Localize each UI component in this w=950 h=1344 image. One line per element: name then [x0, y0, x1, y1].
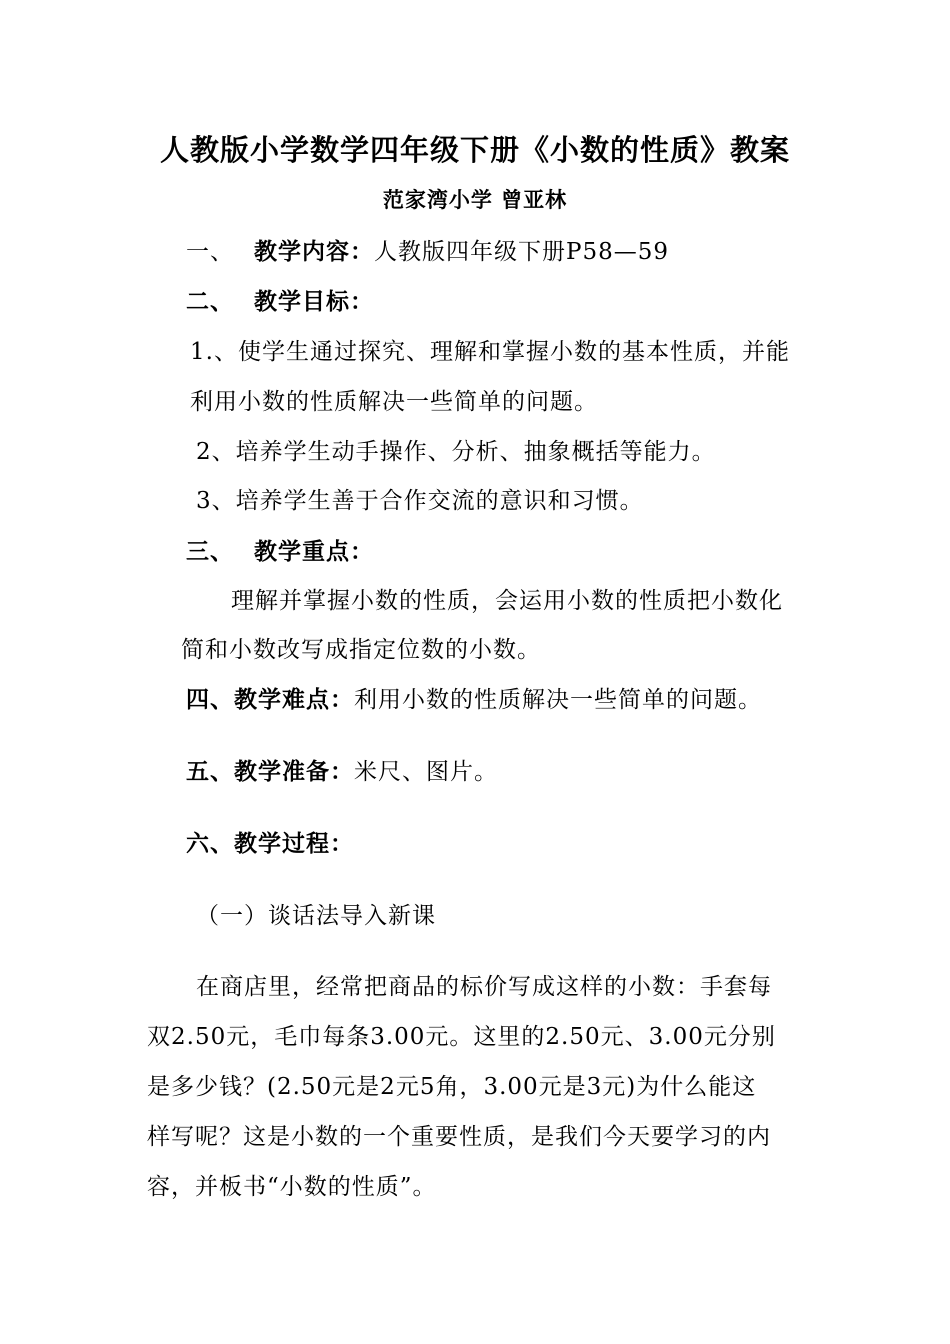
- section-text: 利用小数的性质解决一些简单的问题。: [354, 687, 762, 713]
- section-heading: 四、教学难点：: [186, 687, 354, 713]
- section-heading: 教学目标：: [254, 289, 374, 315]
- goal-item-2: 2、培养学生动手操作、分析、抽象概括等能力。: [196, 439, 716, 465]
- goal-item-1-line-1: 1.、使学生通过探究、理解和掌握小数的基本性质，并能: [190, 339, 790, 365]
- process-paragraph-line-5: 容，并板书“小数的性质”。: [147, 1174, 437, 1200]
- section-number: 二、: [186, 289, 234, 315]
- process-paragraph-line-4: 样写呢？这是小数的一个重要性质，是我们今天要学习的内: [147, 1124, 771, 1150]
- section-number: 一、: [186, 239, 234, 265]
- section-number: 三、: [186, 539, 234, 565]
- process-paragraph-line-3: 是多少钱？(2.50元是2元5角，3.00元是3元)为什么能这: [147, 1074, 757, 1100]
- section-content: [186, 237, 669, 267]
- section-heading: 教学内容：: [254, 239, 374, 265]
- section-text: 人教版四年级下册P58—59: [374, 239, 670, 265]
- section-heading: 教学重点：: [254, 539, 374, 565]
- section-heading: 五、教学准备：: [186, 759, 354, 785]
- section-text: 米尺、图片。: [354, 759, 498, 785]
- document-author: 范家湾小学 曾亚林: [382, 188, 568, 212]
- section-process-heading: 六、教学过程：: [186, 831, 354, 857]
- key-points-line-2: 简和小数改写成指定位数的小数。: [181, 637, 541, 663]
- section-difficulties: [186, 685, 762, 715]
- process-paragraph-line-2: 双2.50元，毛巾每条3.00元。这里的2.50元、3.00元分别: [147, 1024, 776, 1050]
- process-step-1: （一）谈话法导入新课: [196, 903, 436, 929]
- section-preparation: [186, 757, 498, 787]
- goal-item-3: 3、培养学生善于合作交流的意识和习惯。: [196, 488, 644, 514]
- process-paragraph-line-1: 在商店里，经常把商品的标价写成这样的小数：手套每: [196, 974, 772, 1000]
- document-title: 人教版小学数学四年级下册《小数的性质》教案: [159, 133, 790, 167]
- goal-item-1-line-2: 利用小数的性质解决一些简单的问题。: [190, 389, 598, 415]
- section-goals-heading: [186, 287, 374, 317]
- key-points-line-1: 理解并掌握小数的性质，会运用小数的性质把小数化: [231, 588, 783, 614]
- section-key-points-heading: [186, 537, 374, 567]
